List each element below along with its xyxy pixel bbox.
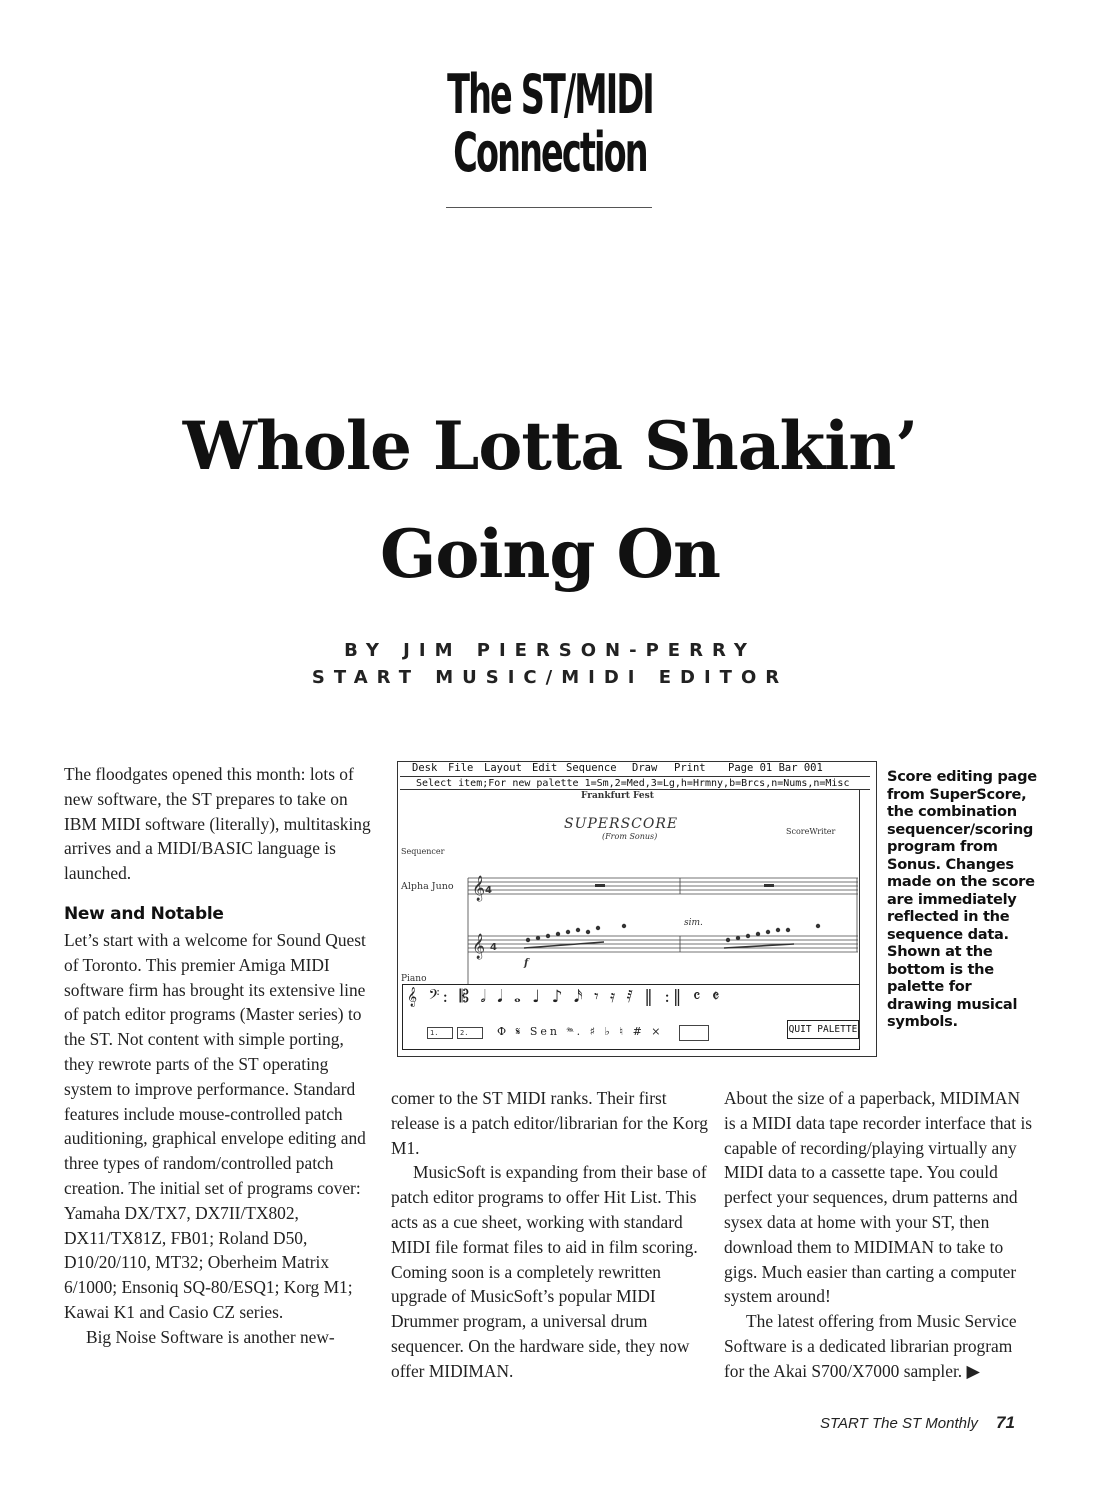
score-subtitle: (From Sonus) [602, 832, 658, 841]
svg-text:𝄞: 𝄞 [472, 934, 486, 959]
body-column-3 [724, 1086, 1034, 1384]
sequencer-label: Sequencer [401, 847, 445, 856]
scorewriter-label: ScoreWriter [786, 827, 836, 836]
palette-ending-2[interactable]: 2. [457, 1027, 483, 1039]
dynamic-marking: f [524, 958, 529, 969]
paragraph: The latest offering from Music Service Software is a dedicated librarian program for the Akai S700/X7000 sampler. ▶ [724, 1311, 1017, 1381]
palette-misc-symbols: Ф 𝄋 Sen 𝆮. ♯ ♭ ♮ # × [497, 1025, 664, 1038]
paragraph: MusicSoft is expanding from their base of patch editor programs to offer Hit List. This acts as a cue sheet, working with standard MIDI file format files to aid in film scoring. Coming soon is a completely rewritten upgrade of MusicSoft’s popular MIDI Drummer program, a universal drum sequencer. On the hardware side, they now offer MIDIMAN. [391, 1162, 707, 1381]
page-number: 71 [996, 1413, 1015, 1432]
body-column-1 [64, 762, 372, 1350]
svg-text:𝄞: 𝄞 [472, 876, 486, 901]
staff-label-alpha-juno: Alpha Juno [401, 881, 454, 892]
svg-text:4: 4 [490, 942, 497, 953]
paragraph: comer to the ST MIDI ranks. Their first release is a patch editor/librarian for the Korg M1. [391, 1088, 708, 1158]
headline-line2: Going On [379, 515, 721, 593]
vertical-scrollbar[interactable] [859, 790, 871, 1046]
menu-print: Print [674, 762, 706, 774]
menu-draw: Draw [632, 762, 658, 774]
status-line: Select item;For new palette 1=Sm,2=Med,3=Lg,h=Hrmny,b=Brcs,n=Nums,n=Misc [400, 776, 870, 790]
sim-marking: sim. [684, 918, 703, 928]
page-footer [820, 1413, 1030, 1433]
staff-label-piano: Piano [401, 974, 427, 984]
column-title-line1: The ST/MIDI [447, 63, 653, 126]
section-subhead: New and Notable [64, 903, 224, 924]
title-rule [446, 207, 652, 208]
publication-name: START The ST Monthly [820, 1415, 978, 1432]
menu-layout: Layout [484, 762, 522, 774]
column-title-line2: Connection [453, 121, 647, 184]
song-title: Frankfurt Fest [581, 791, 654, 801]
palette-ending-1[interactable]: 1. [427, 1027, 453, 1039]
headline-line1: Whole Lotta Shakin’ [182, 407, 918, 485]
superscore-screenshot [397, 761, 877, 1057]
byline [200, 637, 900, 691]
byline-role: START MUSIC/MIDI EDITOR [311, 667, 789, 688]
figure-caption: Score editing page from SuperScore, the combination sequencer/scoring program from Sonus. Changes made on the score are immediately reflected in the sequence data. Shown at the bottom is the palette for drawing musical symbols. [887, 768, 1037, 1030]
menu-desk: Desk [412, 762, 438, 774]
menu-file: File [448, 762, 474, 774]
paragraph: Big Noise Software is another new- [86, 1326, 335, 1347]
body-column-2 [391, 1086, 711, 1384]
menu-edit: Edit [532, 762, 558, 774]
score-title: SUPERSCORE [564, 816, 679, 832]
paragraph: The floodgates opened this month: lots of new software, the ST prepares to take on IBM MIDI software (literally), multitasking arrives and a MIDI/BASIC language is launched. [64, 764, 371, 884]
paragraph: About the size of a paperback, MIDIMAN is a MIDI data tape recorder interface that is capable of recording/playing virtually any MIDI data to a cassette tape. You could perfect your sequences, drum patterns and sysex data at home with your ST, then download them to MIDIMAN to take to gigs. Much easier than carting a computer system around! [724, 1088, 1033, 1307]
headline [80, 392, 1020, 608]
byline-author: BY JIM PIERSON-PERRY [344, 640, 756, 661]
column-title [445, 63, 656, 184]
menu-sequence: Sequence [566, 762, 617, 774]
quit-palette-button[interactable]: QUIT PALETTE [787, 1020, 859, 1039]
palette-note-symbols: 𝄞 𝄢: 𝄡 𝅗𝅥 𝅘𝅥 𝅝 ♩ ♪ 𝅘𝅥𝅯 𝄾 𝄿 𝅀 ‖ :‖ 𝄴 𝄵 [407, 987, 723, 1007]
menu-page-bar: Page 01 Bar 001 [728, 762, 823, 774]
eraser-icon[interactable] [679, 1025, 709, 1041]
symbol-palette [402, 984, 860, 1050]
svg-text:4: 4 [485, 885, 492, 896]
paragraph: Let’s start with a welcome for Sound Quest of Toronto. This premier Amiga MIDI software firm has brought its extensive line of patch editor programs (Master series) to the ST. Not content with simple porting, they rewrote parts of the ST operating system to improve performance. Standard features include mouse-controlled patch auditioning, graphical envelope editing and three types of random/controlled patch creation. The initial set of programs cover: Yamaha DX/TX7, DX7II/TX802, DX11/TX81Z, FB01; Roland D50, D10/20/110, MT32; Oberheim Matrix 6/1000; Ensoniq SQ-80/ESQ1; Korg M1; Kawai K1 and Casio CZ series. [64, 929, 366, 1322]
